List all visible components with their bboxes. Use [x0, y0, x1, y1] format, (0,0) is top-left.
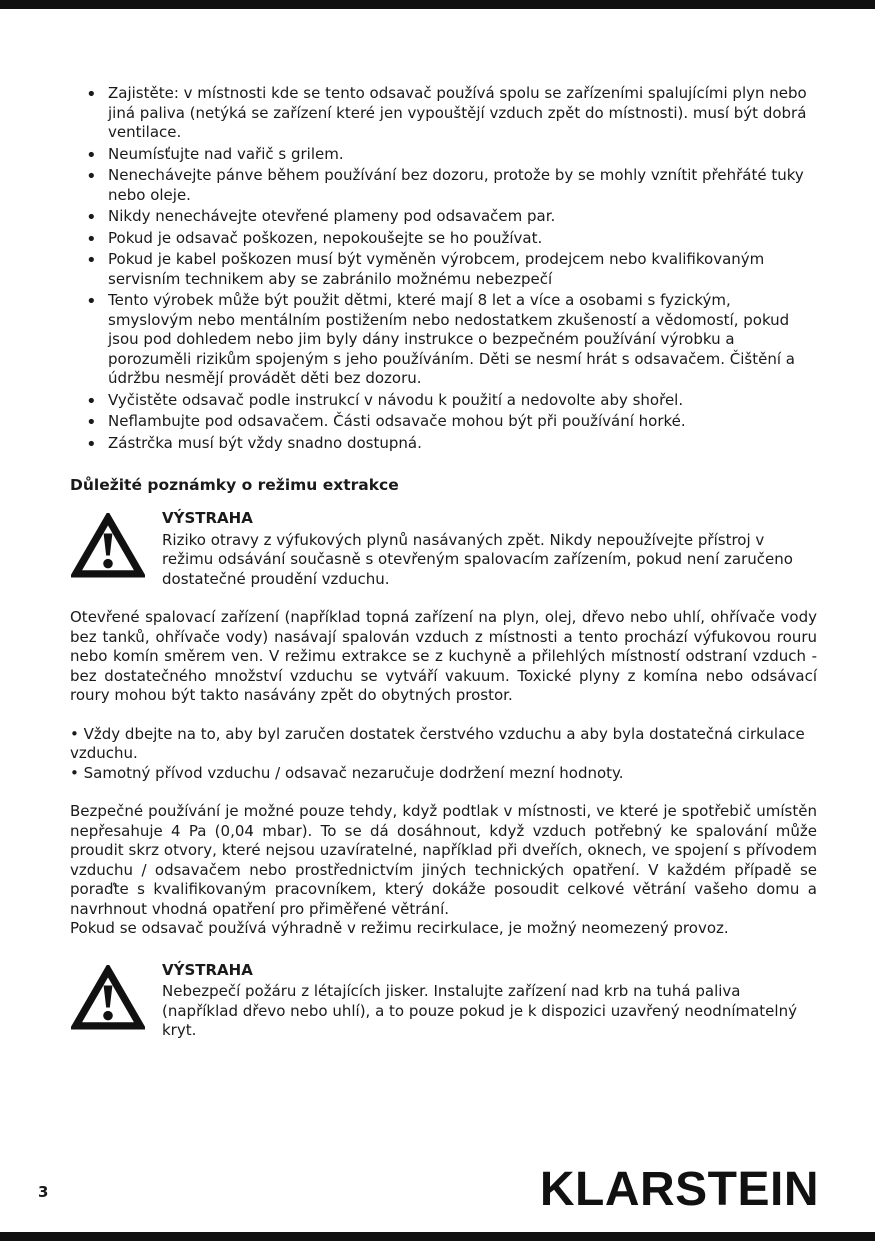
- paragraph-recirculation-info: Pokud se odsavač používá výhradně v režimu recirkulace, je možný neomezený provoz.: [70, 919, 729, 938]
- paragraph-pressure-info: Bezpečné používání je možné pouze tehdy, když podtlak v místnosti, ve které je spotřebič umístěn nepřesahuje 4 Pa (0,04 mbar). To se dá dosáhnout, když vzduch potřebný ke spalování může proudit skrz otvory, které nejsou uzavíratelné, například při dveřích, oknech, ve spojení s přívodem vzduchu / odsavačem nebo prostřednictvím jiných technických opatření. V každém případě se poraďte s kvalifikovaným pracovníkem, který dokáže posoudit celkové větrání vašeho domu a navrhnout vhodná opatření pro přiměřené větrání.: [70, 802, 817, 918]
- paragraph-extraction-info: Otevřené spalovací zařízení (například topná zařízení na plyn, olej, dřevo nebo uhlí, ohřívače vody bez tanků, ohřívače vody) nasávají spalován vzduch z místnosti a tento prochází výfukovou rouru nebo komín směrem ven. V režimu extrakce se z kuchyně a přilehlých místností odstraní vzduch - bez dostatečného množství vzduchu se vytváří vakuum. Toxické plyny z komína nebo odsávací roury mohou být takto nasávány zpět do obytných prostor.: [70, 608, 817, 705]
- warning-block-extraction: [70, 509, 817, 589]
- page-number: 3: [38, 1183, 49, 1201]
- list-item: • Neumísťujte nad vařič s grilem.: [70, 145, 817, 165]
- list-item: • Samotný přívod vzduchu / odsavač nezaručuje dodržení mezní hodnoty.: [70, 764, 817, 784]
- warning-text: Nebezpečí požáru z létajících jisker. Instalujte zařízení nad krb na tuhá paliva (například dřevo nebo uhlí), a to pouze pokud je k dispozici uzavřený neodnímatelný kryt.: [162, 982, 797, 1040]
- warning-title: VÝSTRAHA: [162, 960, 253, 979]
- warning-block-fire: [70, 961, 817, 1041]
- warning-body: [162, 509, 817, 589]
- list-item: • Tento výrobek může být použit dětmi, které mají 8 let a více a osobami s fyzickým, smyslovým nebo mentálním postižením nebo nedostatkem zkušeností a vědomostí, pokud jsou pod dohledem nebo jim byly dány instrukce o bezpečném používání výrobku a porozuměli rizikům spojeným s jeho používáním. Děti se nesmí hrát s odsavačem. Čištění a údržbu nesmějí provádět děti bez dozoru.: [70, 291, 817, 389]
- warning-triangle-icon: [70, 961, 146, 1041]
- list-item: • Pokud je kabel poškozen musí být vyměněn výrobcem, prodejcem nebo kvalifikovaným servisním technikem aby se zabránilo možnému nebezpečí: [70, 250, 817, 289]
- list-item: • Pokud je odsavač poškozen, nepokoušejte se ho používat.: [70, 229, 817, 249]
- safety-bullet-list: [70, 84, 817, 453]
- tips-list: [70, 725, 817, 784]
- list-item: • Zástrčka musí být vždy snadno dostupná.: [70, 434, 817, 454]
- bottom-edge-bar: [0, 1232, 875, 1241]
- warning-body: [162, 961, 817, 1041]
- list-item: • Vždy dbejte na to, aby byl zaručen dostatek čerstvého vzduchu a aby byla dostatečná cirkulace vzduchu.: [70, 725, 817, 764]
- warning-triangle-icon: [70, 509, 146, 589]
- brand-logo: KLARSTEIN: [539, 1163, 819, 1216]
- list-item: • Nenechávejte pánve během používání bez dozoru, protože by se mohly vznítit přehřáté tuky nebo oleje.: [70, 166, 817, 205]
- warning-text: Riziko otravy z výfukových plynů nasávaných zpět. Nikdy nepoužívejte přístroj v režimu odsávání současně s otevřeným spalovacím zařízením, pokud není zaručeno dostatečné proudění vzduchu.: [162, 530, 793, 588]
- list-item: • Zajistěte: v místnosti kde se tento odsavač používá spolu se zařízeními spalujícími plyn nebo jiná paliva (netýká se zařízení které jen vypouštějí vzduch zpět do místnosti). musí být dobrá ventilace.: [70, 84, 817, 143]
- list-item: • Vyčistěte odsavač podle instrukcí v návodu k použití a nedovolte aby shořel.: [70, 391, 817, 411]
- list-item: • Neflambujte pod odsavačem. Části odsavače mohou být při používání horké.: [70, 412, 817, 432]
- list-item: • Nikdy nenechávejte otevřené plameny pod odsavačem par.: [70, 207, 817, 227]
- top-edge-bar: [0, 0, 875, 9]
- warning-title: VÝSTRAHA: [162, 509, 253, 528]
- section-heading: Důležité poznámky o režimu extrakce: [70, 476, 399, 494]
